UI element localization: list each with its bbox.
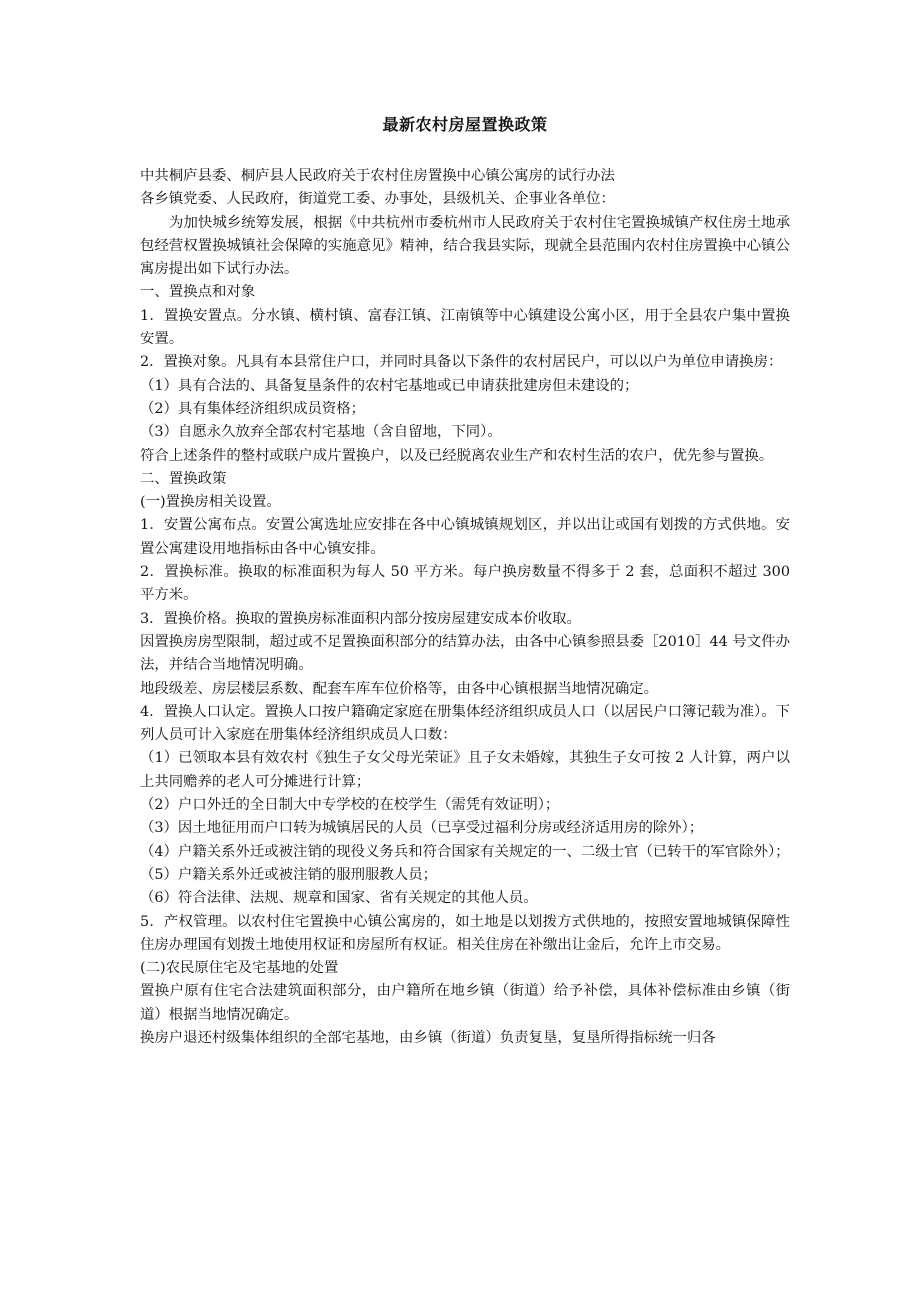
paragraph: (二)农民原住宅及宅基地的处置 [140, 960, 339, 977]
paragraph: （5）户籍关系外迁或被注销的服刑服教人员； [140, 866, 437, 883]
paragraph: 4．置换人口认定。置换人口按户籍确定家庭在册集体经济组织成员人口（以居民户口簿记载为准）。下列人员可计入家庭在册集体经济组织成员人口数： [140, 703, 790, 744]
paragraph: 1．安置公寓布点。安置公寓选址应安排在各中心镇城镇规划区，并以出让或国有划拨的方式供地。安置公寓建设用地指标由各中心镇安排。 [140, 517, 790, 557]
paragraph: 一、置换点和对象 [140, 284, 256, 301]
paragraph: （4）户籍关系外迁或被注销的现役义务兵和符合国家有关规定的一、二级士官（已转干的军官除外）； [140, 843, 790, 860]
document-page [140, 112, 790, 1050]
document-body [140, 165, 790, 1050]
paragraph: （1）已领取本县有效农村《独生子女父母光荣证》且子女未婚嫁，其独生子女可按 2 人计算，两户以上共同赡养的老人可分摊进行计算； [140, 750, 790, 790]
paragraph: 二、置换政策 [140, 470, 227, 487]
paragraph: 3．置换价格。换取的置换房标准面积内部分按房屋建安成本价收取。 [140, 610, 581, 627]
paragraph: 1．置换安置点。分水镇、横村镇、富春江镇、江南镇等中心镇建设公寓小区，用于全县农户集中置换安置。 [140, 307, 790, 348]
paragraph: 中共桐庐县委、桐庐县人民政府关于农村住房置换中心镇公寓房的试行办法 [140, 168, 615, 184]
paragraph: （2）户口外迁的全日制大中专学校的在校学生（需凭有效证明）； [140, 797, 560, 814]
paragraph: 换房户退还村级集体组织的全部宅基地，由乡镇（街道）负责复垦，复垦所得指标统一归各 [140, 1029, 716, 1046]
document-title: 最新农村房屋置换政策 [382, 115, 548, 134]
paragraph: 5．产权管理。以农村住宅置换中心镇公寓房的，如土地是以划拨方式供地的，按照安置地城镇保障性住房办理国有划拨土地使用权证和房屋所有权证。相关住房在补缴出让金后，允许上市交易。 [140, 913, 790, 953]
paragraph: （1）具有合法的、具备复垦条件的农村宅基地或已申请获批建房但未建设的； [140, 377, 639, 394]
paragraph: （2）具有集体经济组织成员资格； [140, 400, 366, 417]
paragraph: （3）自愿永久放弃全部农村宅基地（含自留地，下同）。 [140, 424, 502, 441]
paragraph: （3）因土地征用而户口转为城镇居民的人员（已享受过福利分房或经济适用房的除外）； [140, 820, 704, 837]
paragraph: 各乡镇党委、人民政府，街道党工委、办事处，县级机关、企事业各单位： [140, 191, 615, 208]
paragraph: 2．置换标准。换取的标准面积为每人 50 平方米。每户换房数量不得多于 2 套，总面积不超过 300 平方米。 [140, 564, 790, 604]
paragraph: 符合上述条件的整村或联户成片置换户，以及已经脱离农业生产和农村生活的农户，优先参与置换。 [140, 447, 774, 464]
paragraph: 2．置换对象。凡具有本县常住户口，并同时具备以下条件的农村居民户，可以以户为单位申请换房： [140, 354, 783, 371]
paragraph: 因置换房房型限制，超过或不足置换面积部分的结算办法，由各中心镇参照县委［2010］44 号文件办法，并结合当地情况明确。 [140, 633, 790, 674]
paragraph: (一)置换房相关设置。 [140, 494, 281, 511]
paragraph: （6）符合法律、法规、规章和国家、省有关规定的其他人员。 [140, 890, 538, 907]
paragraph: 地段级差、房层楼层系数、配套车库车位价格等，由各中心镇根据当地情况确定。 [140, 680, 659, 697]
paragraph: 置换户原有住宅合法建筑面积部分，由户籍所在地乡镇（街道）给予补偿，具体补偿标准由乡镇（街道）根据当地情况确定。 [140, 983, 790, 1023]
paragraph: 为加快城乡统筹发展，根据《中共杭州市委杭州市人民政府关于农村住宅置换城镇产权住房土地承包经营权置换城镇社会保障的实施意见》精神，结合我县实际，现就全县范围内农村住房置换中心镇公寓房提出如下试行办法。 [140, 214, 790, 278]
